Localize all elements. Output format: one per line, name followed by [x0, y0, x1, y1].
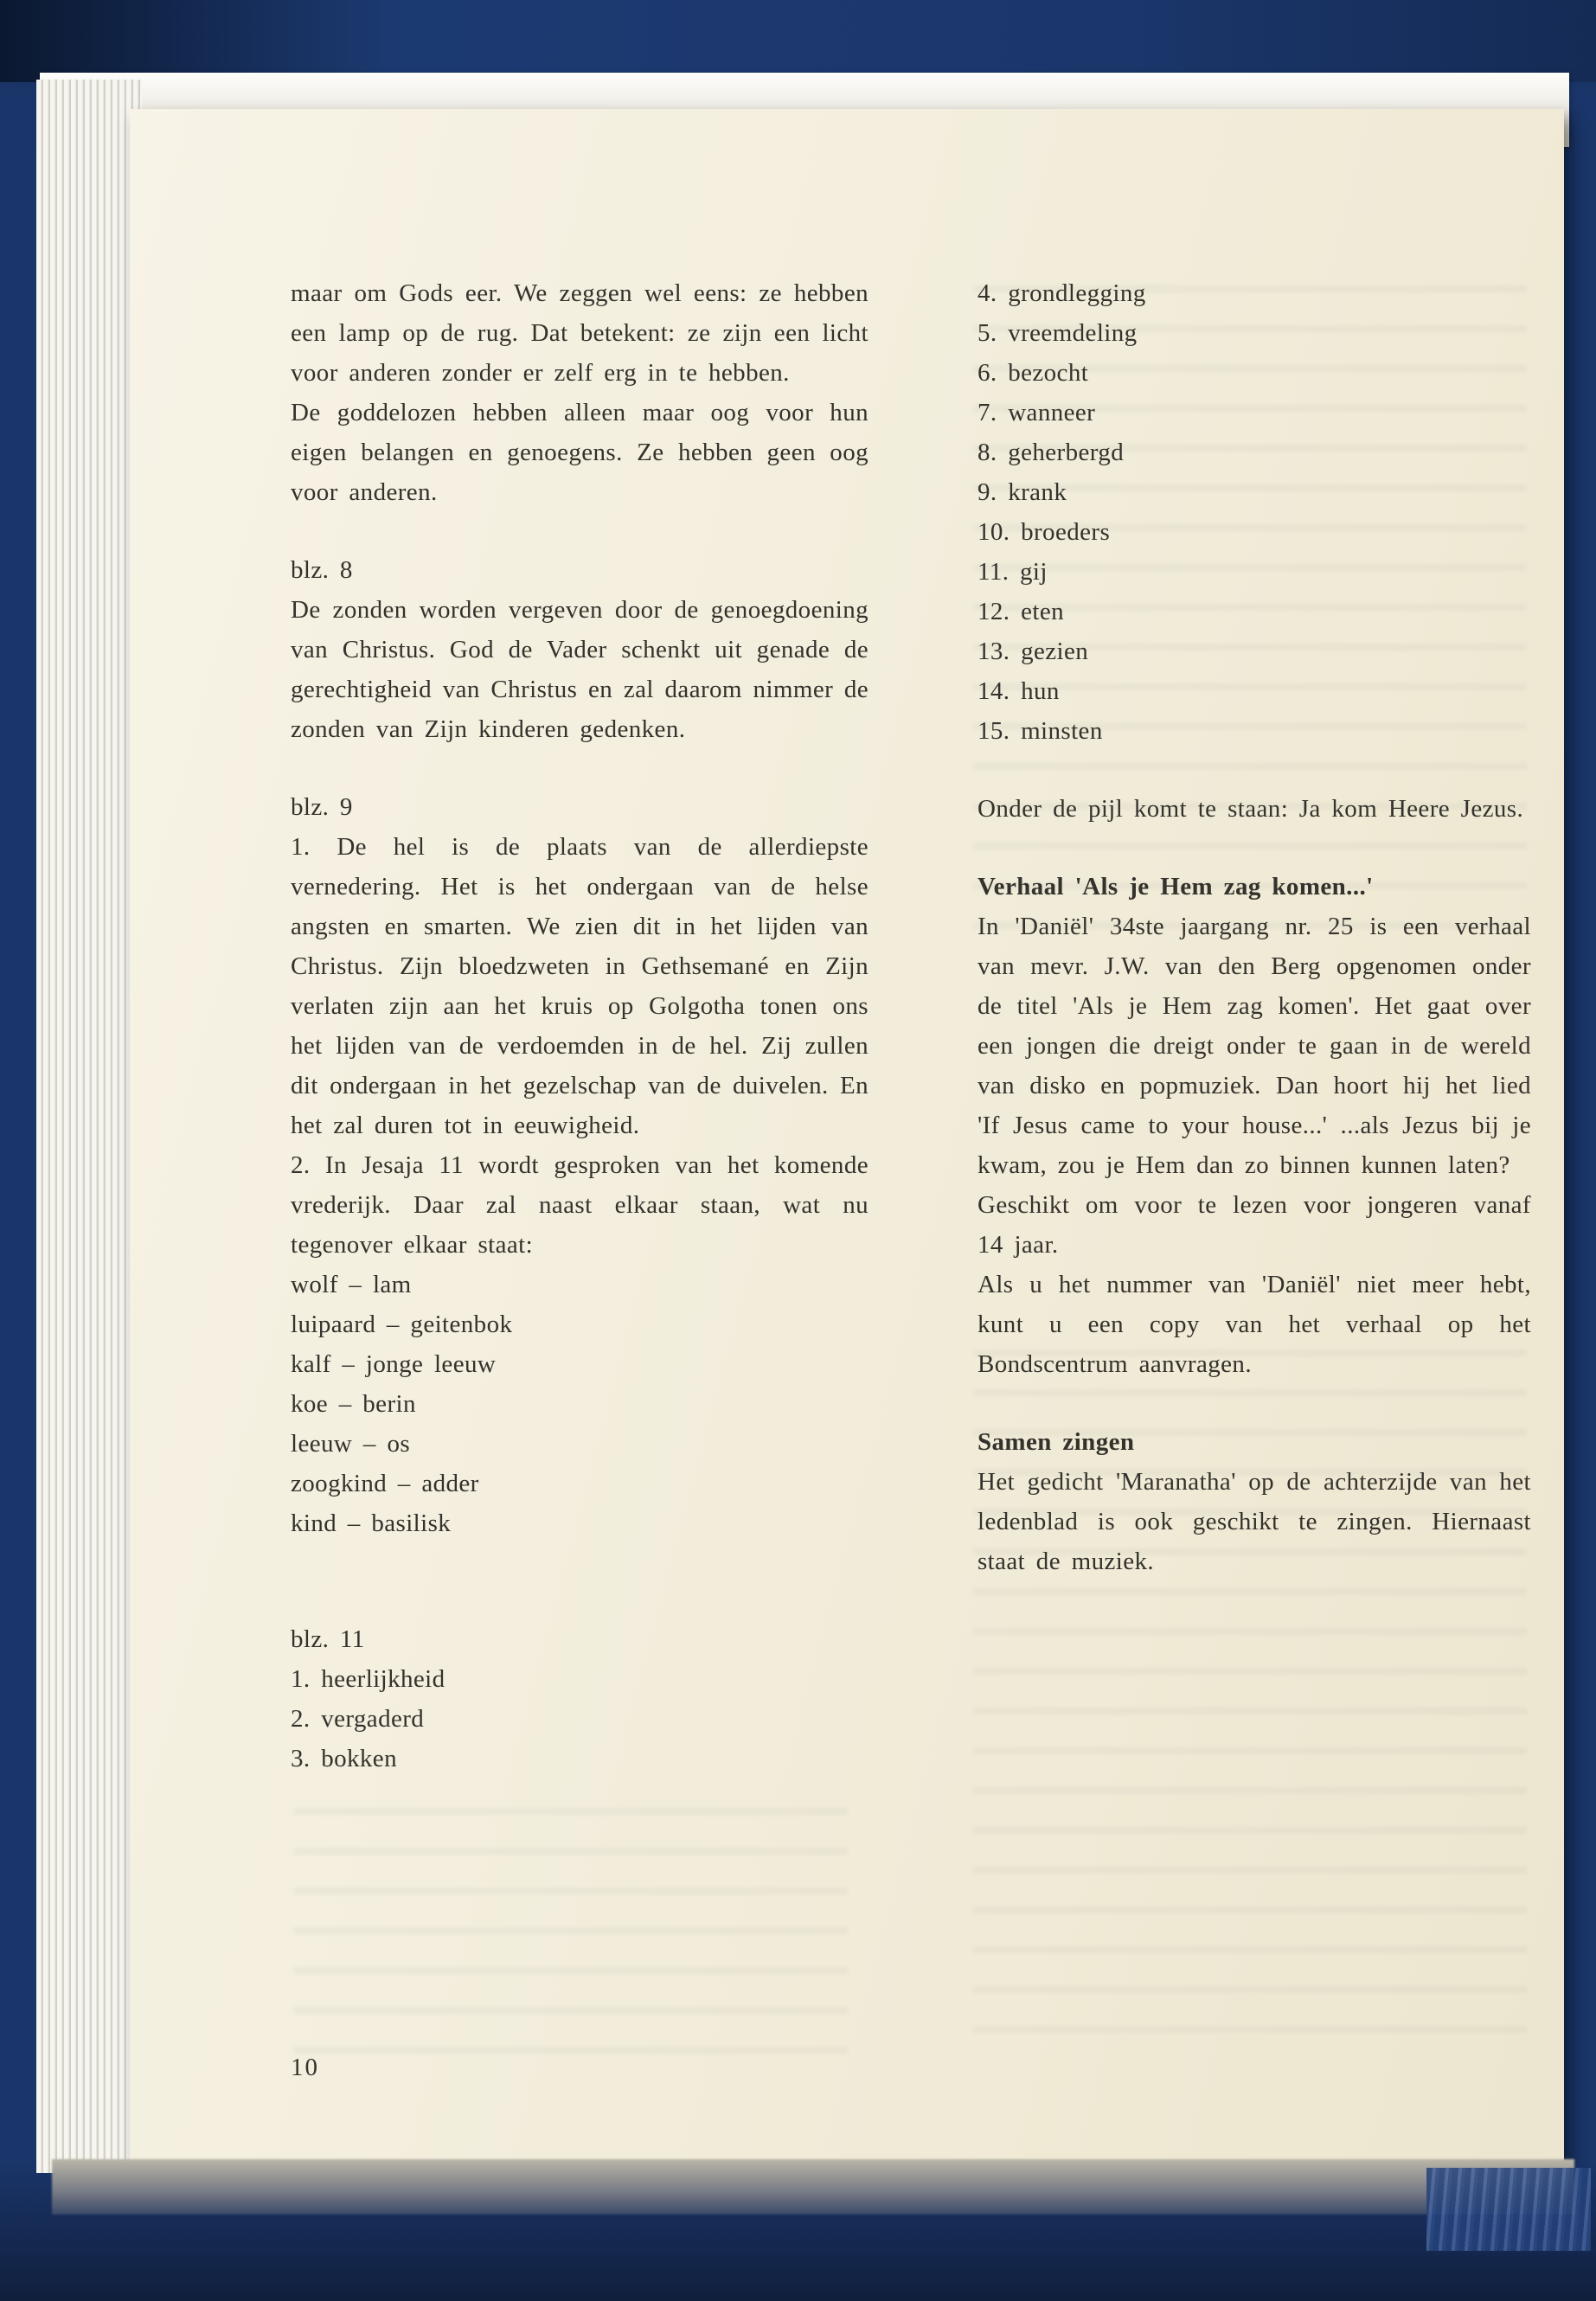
text-block: 10. broeders [977, 518, 1111, 546]
text-block: Onder de pijl komt te staan: Ja kom Heere Jezus. [977, 795, 1524, 823]
text-block: blz. 8 [291, 556, 353, 584]
text-block: 15. minsten [977, 717, 1103, 745]
paragraph-spacer [977, 829, 1531, 867]
text-block: 8. geherbergd [977, 439, 1125, 466]
text-block: De goddelozen hebben alleen maar oog voor hun eigen belangen en genoegens. Ze hebben geen oog voor anderen. [291, 399, 869, 506]
text-block: leeuw – os [291, 1430, 411, 1458]
text-block: 9. krank [977, 478, 1067, 506]
text-block: blz. 11 [291, 1625, 365, 1653]
paragraph-spacer [291, 749, 869, 787]
text-block: 1. De hel is de plaats van de allerdiepste vernedering. Het is het ondergaan van de helse angsten en smarten. We zien dit in het lijden van Christus. Zijn bloedzweten in Gethsemané en Zijn verlaten zijn aan het kruis op Golgotha tonen ons het lijden van de verdoemden in de hel. Zij zullen dit ondergaan in het gezelschap van de duivelen. En het zal duren tot in eeuwigheid. [291, 833, 869, 1139]
section-heading: Samen zingen [977, 1428, 1135, 1456]
book-cover-top-edge [0, 0, 1596, 82]
text-block: 5. vreemdeling [977, 319, 1138, 347]
text-block: Geschikt om voor te lezen voor jongeren vanaf 14 jaar. [977, 1191, 1531, 1259]
text-block: Als u het nummer van 'Daniël' niet meer hebt, kunt u een copy van het verhaal op het Bondscentrum aanvragen. [977, 1271, 1531, 1378]
text-block: 2. In Jesaja 11 wordt gesproken van het komende vrederijk. Daar zal naast elkaar staan, wat nu tegenover elkaar staat: [291, 1151, 869, 1259]
text-block: Het gedicht 'Maranatha' op de achterzijde van het ledenblad is ook geschikt te zingen. Hiernaast staat de muziek. [977, 1468, 1531, 1575]
text-block: 11. gij [977, 558, 1048, 586]
text-block: luipaard – geitenbok [291, 1311, 513, 1338]
text-block: blz. 9 [291, 793, 353, 821]
text-block: 7. wanneer [977, 399, 1096, 426]
text-block: kind – basilisk [291, 1509, 452, 1537]
text-block: 13. gezien [977, 638, 1089, 665]
paragraph-spacer [291, 512, 869, 550]
text-block: 6. bezocht [977, 359, 1089, 387]
page [130, 109, 1564, 2166]
paragraph-spacer [291, 1543, 869, 1581]
text-block: kalf – jonge leeuw [291, 1350, 497, 1378]
page-stack-left-edge [36, 80, 142, 2173]
paragraph-spacer [291, 1581, 869, 1619]
text-block: maar om Gods eer. We zeggen wel eens: ze hebben een lamp op de rug. Dat betekent: ze zijn een licht voor anderen zonder er zelf erg in te hebben. [291, 279, 869, 387]
text-block: wolf – lam [291, 1271, 412, 1298]
bleedthrough-texture [294, 1796, 848, 2055]
text-block: koe – berin [291, 1390, 416, 1418]
text-block: In 'Daniël' 34ste jaargang nr. 25 is een verhaal van mevr. J.W. van den Berg opgenomen onder de titel 'Als je Hem zag komen'. Het gaat over een jongen die dreigt onder te gaan in de wereld van disko en popmuziek. Dan hoort hij het lied 'If Jesus came to your house...' ...als Jezus bij je kwam, zou je Hem dan zo binnen kunnen laten? [977, 913, 1531, 1179]
paragraph-spacer [977, 751, 1531, 789]
page-number: 10 [291, 2054, 319, 2081]
paragraph-spacer [977, 1384, 1531, 1422]
text-block: 14. hun [977, 677, 1060, 705]
text-block: zoogkind – adder [291, 1470, 479, 1497]
text-block: 4. grondlegging [977, 279, 1146, 307]
text-block: 1. heerlijkheid [291, 1665, 445, 1693]
text-block: De zonden worden vergeven door de genoegdoening van Christus. God de Vader schenkt uit genade de gerechtigheid van Christus en zal daarom nimmer de zonden van Zijn kinderen gedenken. [291, 596, 869, 743]
text-block: 12. eten [977, 598, 1065, 625]
left-text-column [291, 273, 869, 1779]
bottom-right-page-edges [1426, 2168, 1591, 2251]
text-block: 3. bokken [291, 1745, 397, 1772]
right-text-column [977, 273, 1531, 1581]
page-bottom-shadow [52, 2159, 1574, 2214]
text-block: 2. vergaderd [291, 1705, 425, 1733]
section-heading: Verhaal 'Als je Hem zag komen...' [977, 873, 1374, 901]
